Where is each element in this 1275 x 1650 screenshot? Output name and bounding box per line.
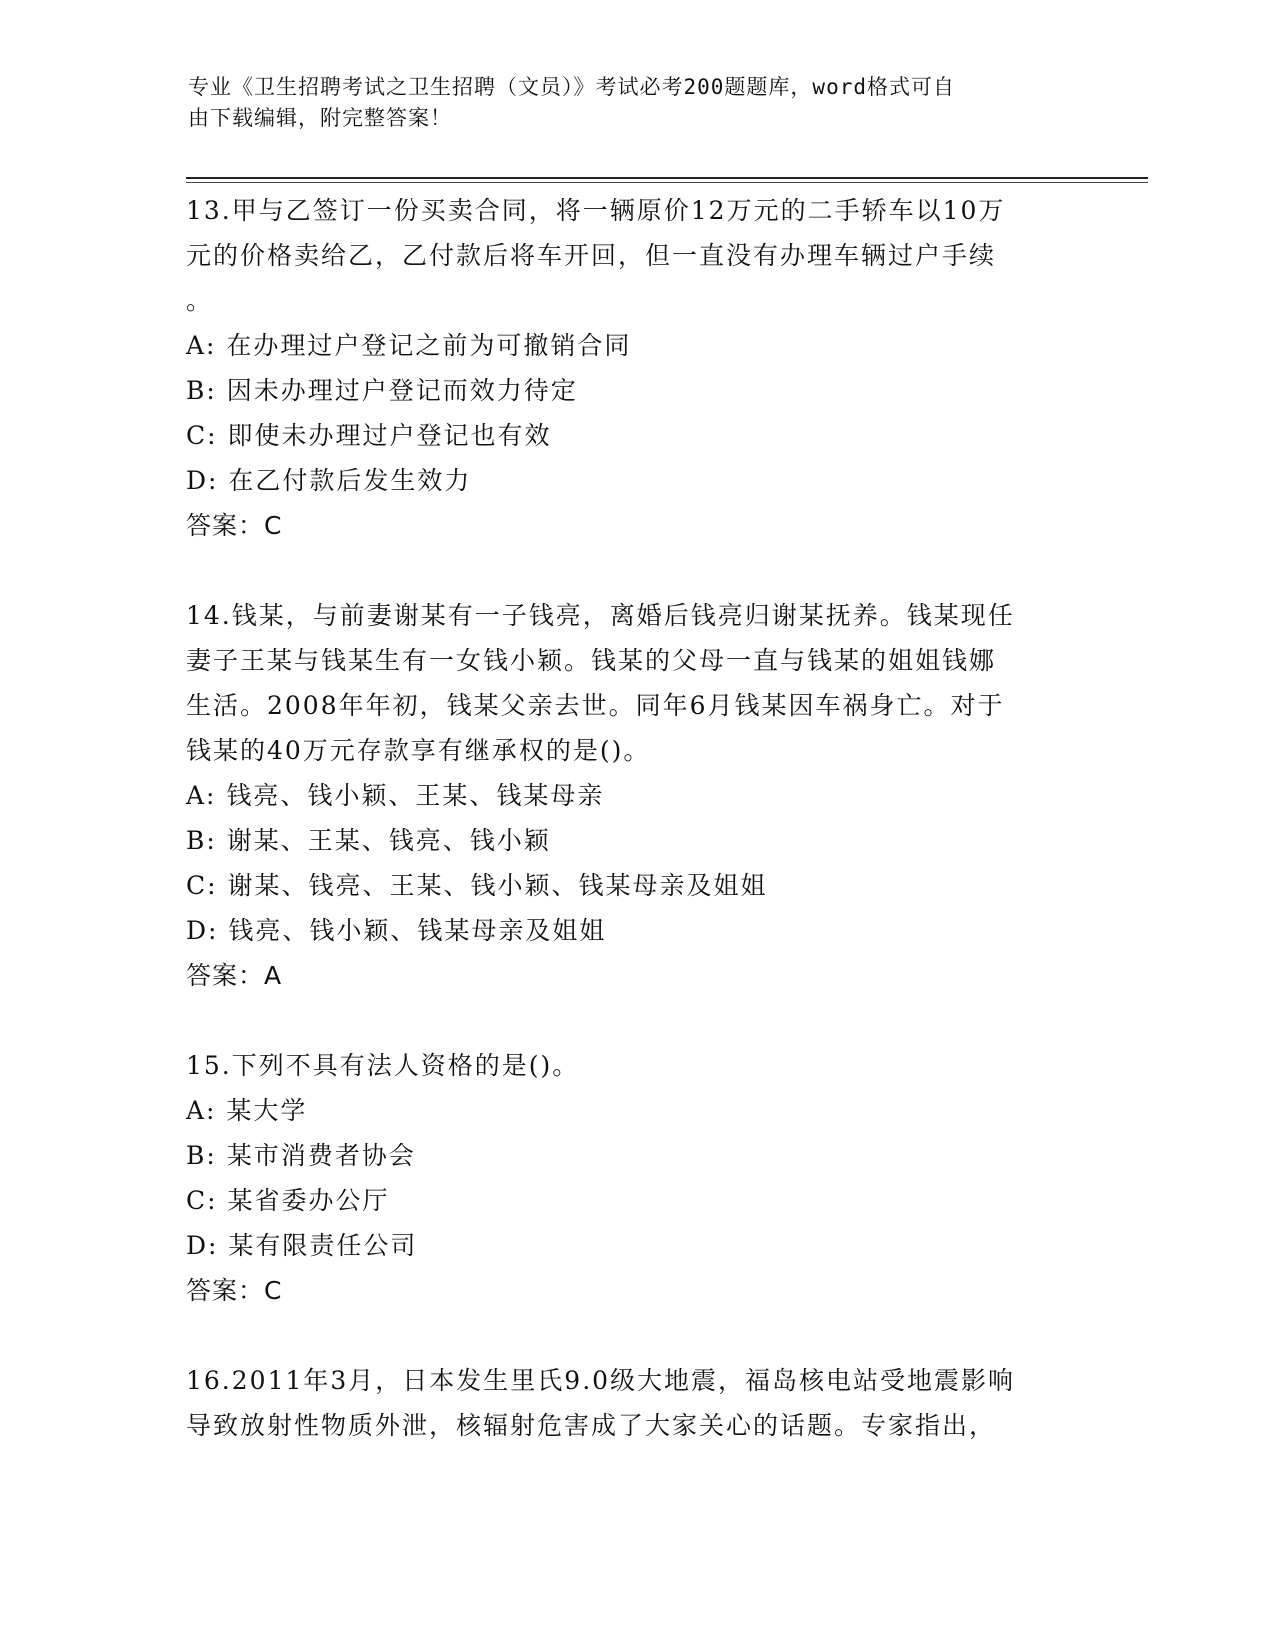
spacer xyxy=(186,548,1086,593)
header-rule-thin xyxy=(186,182,1148,183)
option-d: D: 某有限责任公司 xyxy=(186,1231,418,1260)
question-stem-line: 钱某的40万元存款享有继承权的是()。 xyxy=(186,736,651,765)
option-c: C: 谢某、钱亮、王某、钱小颖、钱某母亲及姐姐 xyxy=(186,871,768,900)
question-stem-line: 16.2011年3月，日本发生里氏9.0级大地震，福岛核电站受地震影响 xyxy=(186,1366,1016,1395)
header-rule-thick xyxy=(186,177,1148,179)
question-16 xyxy=(186,1358,1086,1448)
question-list xyxy=(186,188,1086,1448)
option-c: C: 即使未办理过户登记也有效 xyxy=(186,421,552,450)
question-stem-line: 15.下列不具有法人资格的是()。 xyxy=(186,1051,580,1080)
document-header xyxy=(188,72,1068,134)
question-stem-line: 导致放射性物质外泄，核辐射危害成了大家关心的话题。专家指出， xyxy=(186,1411,997,1440)
option-a: A: 钱亮、钱小颖、王某、钱某母亲 xyxy=(186,781,605,810)
spacer xyxy=(186,1313,1086,1358)
option-b: B: 某市消费者协会 xyxy=(186,1141,416,1170)
question-stem-line: 元的价格卖给乙，乙付款后将车开回，但一直没有办理车辆过户手续 xyxy=(186,241,997,270)
question-stem-line: 13.甲与乙签订一份买卖合同，将一辆原价12万元的二手轿车以10万 xyxy=(186,196,1006,225)
answer-line: 答案：C xyxy=(186,1276,283,1305)
option-d: D: 钱亮、钱小颖、钱某母亲及姐姐 xyxy=(186,916,607,945)
question-stem-line: 。 xyxy=(186,286,214,315)
option-a: A: 某大学 xyxy=(186,1096,308,1125)
question-13 xyxy=(186,188,1086,548)
option-c: C: 某省委办公厅 xyxy=(186,1186,390,1215)
question-14 xyxy=(186,593,1086,998)
spacer xyxy=(186,998,1086,1043)
question-stem-line: 妻子王某与钱某生有一女钱小颖。钱某的父母一直与钱某的姐姐钱娜 xyxy=(186,646,997,675)
question-15 xyxy=(186,1043,1086,1313)
option-b: B: 因未办理过户登记而效力待定 xyxy=(186,376,578,405)
question-stem-line: 14.钱某，与前妻谢某有一子钱亮，离婚后钱亮归谢某抚养。钱某现任 xyxy=(186,601,1015,630)
answer-line: 答案：C xyxy=(186,511,283,540)
option-a: A: 在办理过户登记之前为可撤销合同 xyxy=(186,331,632,360)
option-b: B: 谢某、王某、钱亮、钱小颖 xyxy=(186,826,551,855)
header-line-1: 专业《卫生招聘考试之卫生招聘（文员）》考试必考200题题库，word格式可自 xyxy=(188,75,955,99)
option-d: D: 在乙付款后发生效力 xyxy=(186,466,472,495)
question-stem-line: 生活。2008年年初，钱某父亲去世。同年6月钱某因车祸身亡。对于 xyxy=(186,691,1005,720)
header-line-2: 由下载编辑，附完整答案！ xyxy=(188,106,452,130)
answer-line: 答案：A xyxy=(186,961,283,990)
